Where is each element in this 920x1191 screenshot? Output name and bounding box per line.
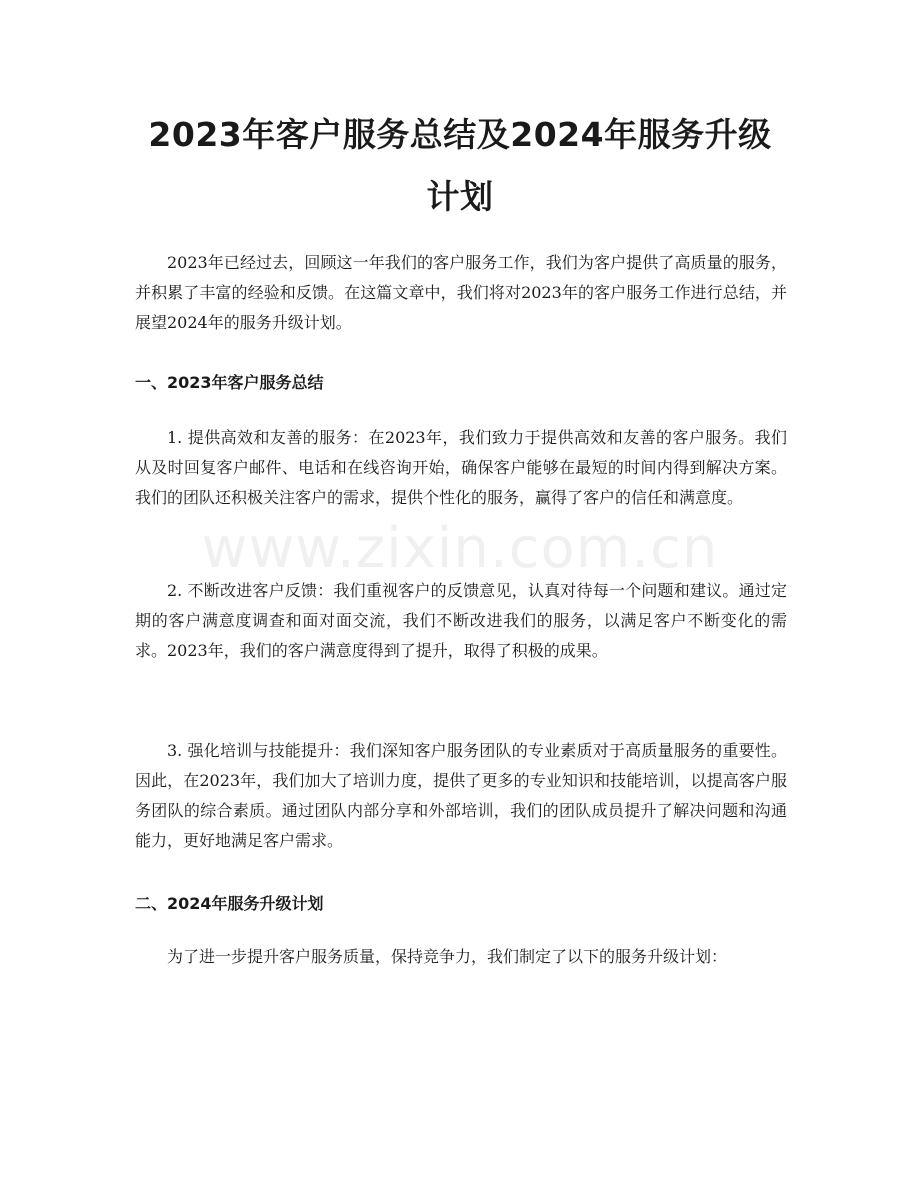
- section-heading-summary: 一、2023年客户服务总结: [135, 373, 324, 392]
- summary-item-2: 2. 不断改进客户反馈：我们重视客户的反馈意见，认真对待每一个问题和建议。通过定期的客户满意度调查和面对面交流，我们不断改进我们的服务，以满足客户不断变化的需求。2023年，我们的客户满意度得到了提升，取得了积极的成果。: [135, 581, 787, 660]
- plan-intro-paragraph: 为了进一步提升客户服务质量，保持竞争力，我们制定了以下的服务升级计划：: [167, 947, 728, 966]
- document-title: 2023年客户服务总结及2024年服务升级计划: [148, 115, 772, 216]
- intro-paragraph: 2023年已经过去，回顾这一年我们的客户服务工作，我们为客户提供了高质量的服务，并积累了丰富的经验和反馈。在这篇文章中，我们将对2023年的客户服务工作进行总结，并展望2024年的服务升级计划。: [135, 253, 787, 332]
- section-heading-plan: 二、2024年服务升级计划: [135, 894, 324, 913]
- summary-item-1: 1. 提供高效和友善的服务：在2023年，我们致力于提供高效和友善的客户服务。我们从及时回复客户邮件、电话和在线咨询开始，确保客户能够在最短的时间内得到解决方案。我们的团队还积极关注客户的需求，提供个性化的服务，赢得了客户的信任和满意度。: [135, 428, 787, 507]
- watermark: www.zixin.com.cn: [201, 516, 719, 581]
- summary-item-3: 3. 强化培训与技能提升：我们深知客户服务团队的专业素质对于高质量服务的重要性。因此，在2023年，我们加大了培训力度，提供了更多的专业知识和技能培训，以提高客户服务团队的综合素质。通过团队内部分享和外部培训，我们的团队成员提升了解决问题和沟通能力，更好地满足客户需求。: [135, 741, 787, 850]
